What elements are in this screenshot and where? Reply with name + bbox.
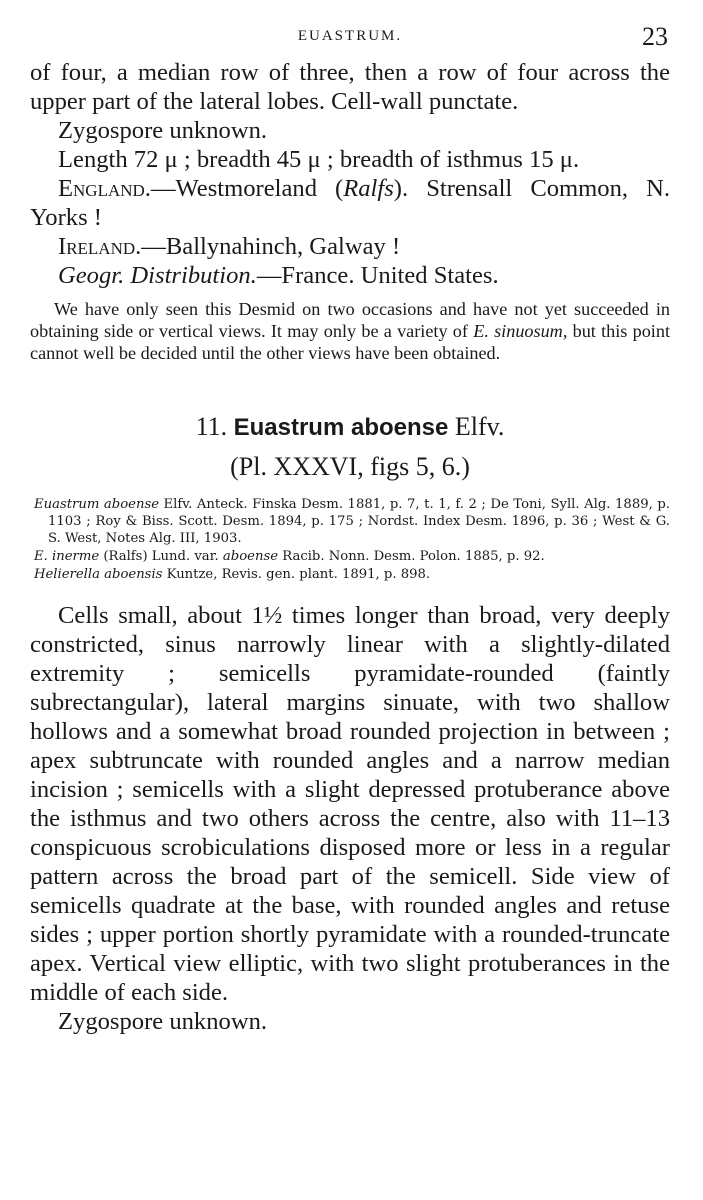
england-rest: ). Strensall Common, N. Yorks ! — [30, 175, 670, 231]
editorial-note — [30, 298, 670, 364]
england-label: England. — [58, 175, 151, 202]
zygospore-line: Zygospore unknown. — [58, 117, 268, 144]
synonym-citation: Kuntze, Revis. gen. plant. 1891, p. 898. — [162, 567, 431, 582]
species-number: 11. — [195, 412, 228, 441]
synonym-taxon: Helierella aboensis — [34, 567, 163, 582]
plate-reference: (Pl. XXXVI, figs 5, 6.) — [230, 452, 470, 481]
synonym-taxon: Euastrum aboense — [34, 497, 160, 512]
ireland-label: Ireland. — [58, 233, 142, 260]
running-head-title: EUASTRUM. — [297, 28, 403, 44]
synonym-entry — [34, 548, 670, 565]
geogr-label: Geogr. Distribution. — [58, 262, 257, 289]
synonym-taxon: E. inerme — [34, 549, 100, 564]
zygospore-note: Zygospore unknown. — [58, 1008, 268, 1035]
species-description: Cells small, about 1½ times longer than broad, very deeply constricted, sinus narrowly linear with a slightly-dilated extremity ; semicells pyramidate-rounded (faintly subrectangular), lateral margins sinuate, with two shallow hollows and a somewhat broad rounded projection in between ; apex subtruncate with rounded angles and a narrow median incision ; semicells with a slight depressed protuberance above the isthmus and two others across the centre, also with 11–13 conspicuous scrobiculations disposed more or less in a regular pattern across the broad part of the semicell. Side view of semicells quadrate at the base, with rounded angles and retuse sides ; upper portion shortly pyramidate with a rounded-truncate apex. Vertical view elliptic, with two slight protuberances in the middle of each side. — [30, 602, 670, 1006]
geographic-distribution — [30, 261, 670, 290]
synonym-entry — [34, 566, 670, 583]
book-page — [30, 22, 670, 1036]
species-name: Euastrum aboense — [233, 414, 449, 441]
note-part-2: but this point cannot well be decided until the other views have been obtained. — [30, 321, 671, 363]
page-number: 23 — [642, 22, 668, 51]
synonym-citation: (Ralfs) Lund. var. — [99, 549, 223, 564]
england-collector: Ralfs — [343, 175, 394, 202]
species-heading — [30, 412, 670, 442]
running-head — [30, 22, 670, 58]
england-locality — [30, 174, 670, 232]
england-text: —Westmoreland ( — [150, 175, 344, 202]
continuation-paragraph: of four, a median row of three, then a row of four across the upper part of the lateral lobes. Cell-wall punctate. — [30, 59, 670, 115]
measurements-line: Length 72 μ ; breadth 45 μ ; breadth of isthmus 15 μ. — [58, 146, 580, 173]
note-species: E. sinuosum, — [473, 321, 568, 341]
synonym-entry — [34, 496, 670, 547]
synonym-variety: aboense — [222, 549, 279, 564]
species-author: Elfv. — [454, 412, 505, 441]
ireland-locality — [30, 232, 670, 261]
geogr-text: —France. United States. — [256, 262, 499, 289]
synonym-citation: Elfv. Anteck. Finska Desm. 1881, p. 7, t. 1, f. 2 ; De Toni, Syll. Alg. 1889, p. 1103 ; Roy & Biss. Scott. Desm. 1894, p. 175 ; Nordst. Index Desm. 1896, p. 36 ; West & G. S. West, Notes Alg. III, 1903. — [48, 497, 670, 546]
ireland-text: —Ballynahinch, Galway ! — [141, 233, 401, 260]
note-part-1: We have only seen this Desmid on two occasions and have not yet succeeded in obtaining side or vertical views. It may only be a variety of — [30, 299, 670, 341]
synonymy-list — [34, 496, 670, 583]
synonym-citation: Racib. Nonn. Desm. Polon. 1885, p. 92. — [278, 549, 545, 564]
